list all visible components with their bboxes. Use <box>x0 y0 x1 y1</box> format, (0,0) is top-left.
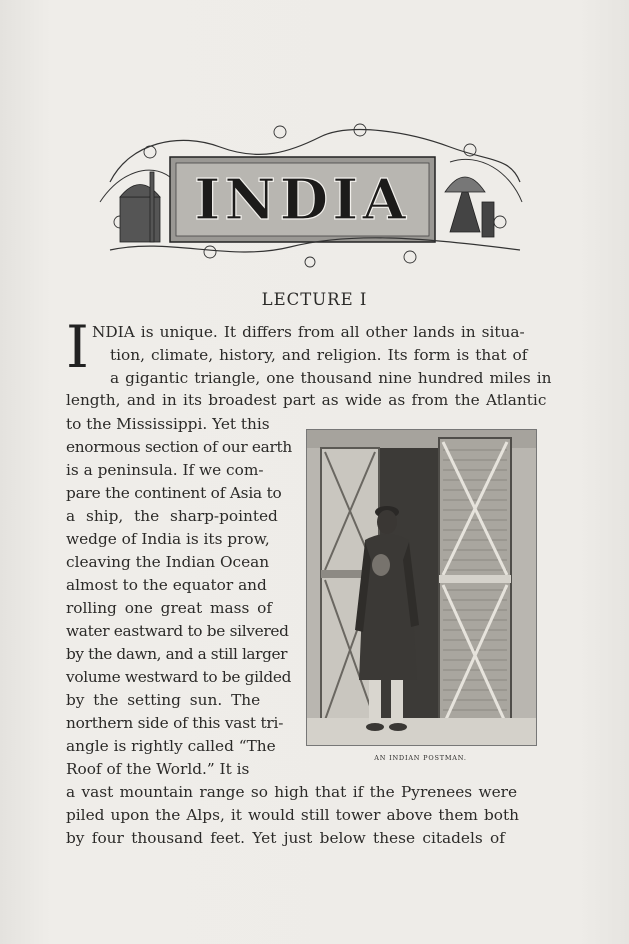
text-line: by the setting sun. The <box>66 691 261 709</box>
text-line: NDIA is unique. It differs from all other lands in situa- <box>92 323 525 341</box>
photo-caption: AN INDIAN POSTMAN. <box>374 754 467 762</box>
text-line: by the dawn, and a still larger <box>66 645 288 663</box>
text-line: by four thousand feet. Yet just below these citadels of <box>66 829 505 847</box>
text-line: is a peninsula. If we com- <box>66 461 264 479</box>
text-line: cleaving the Indian Ocean <box>66 553 270 571</box>
photo-image <box>307 430 536 745</box>
text-line: a vast mountain range so high that if the Pyrenees were <box>66 783 517 801</box>
text-line: a gigantic triangle, one thousand nine hundred miles in <box>110 369 552 387</box>
drop-cap: I <box>66 313 89 381</box>
text-line: water eastward to be silvered <box>66 622 289 640</box>
postman-photograph <box>306 429 537 746</box>
text-line: wedge of India is its prow, <box>66 530 270 548</box>
text-line: enormous section of our earth <box>66 438 292 456</box>
banner-title: INDIA <box>194 167 410 233</box>
text-line: length, and in its broadest part as wide as from the Atlantic <box>66 391 547 409</box>
lecture-heading: LECTURE I <box>261 290 368 309</box>
text-line: to the Mississippi. Yet this <box>66 415 270 433</box>
text-line: pare the continent of Asia to <box>66 484 282 502</box>
text-line: tion, climate, history, and religion. Its form is that of <box>110 346 528 364</box>
text-line: almost to the equator and <box>66 576 267 594</box>
text-line: volume westward to be gilded <box>66 668 292 686</box>
text-line: a ship, the sharp-pointed <box>66 507 278 525</box>
text-line: piled upon the Alps, it would still tower above them both <box>66 806 519 824</box>
text-line: northern side of this vast tri- <box>66 714 284 732</box>
text-line: rolling one great mass of <box>66 599 273 617</box>
text-line: Roof of the World.” It is <box>66 760 250 778</box>
india-title-banner <box>90 122 530 272</box>
banner-illustration <box>90 122 530 272</box>
text-line: angle is rightly called “The <box>66 737 276 755</box>
